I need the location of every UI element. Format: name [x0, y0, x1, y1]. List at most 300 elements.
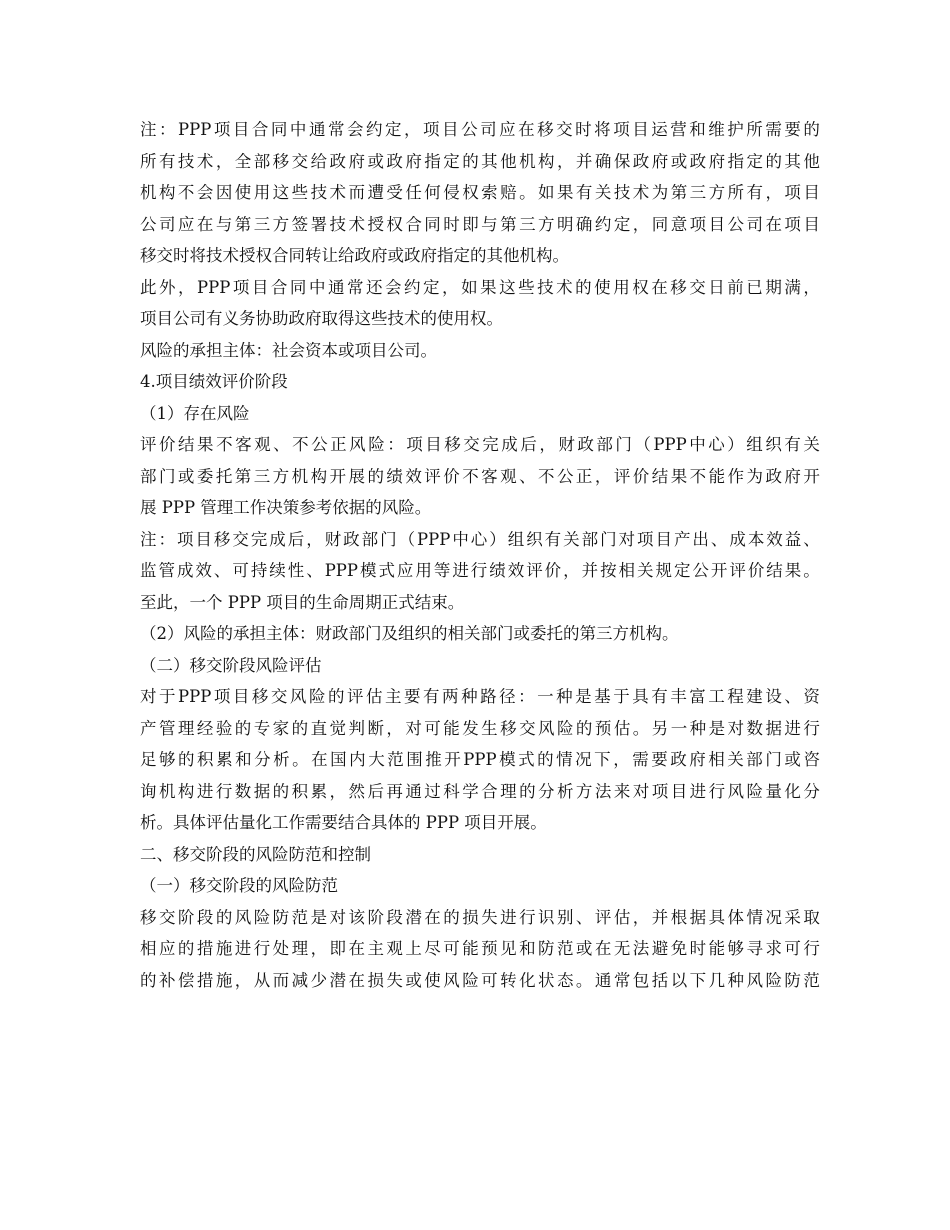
text-glyph: 部: [253, 151, 271, 171]
text-glyph: 并: [651, 907, 669, 927]
text-glyph: 技: [177, 151, 195, 171]
text-glyph: ，: [386, 718, 403, 738]
text-glyph: 果: [556, 183, 574, 202]
text-glyph: 大: [368, 750, 385, 769]
text-glyph: 补: [158, 970, 176, 990]
text-glyph: 项: [689, 214, 707, 234]
paragraph-line: [140, 177, 820, 209]
text-glyph: 并: [581, 561, 599, 580]
text-glyph: 要: [404, 687, 421, 706]
text-glyph: 失: [386, 970, 403, 990]
text-glyph: 政: [329, 151, 347, 171]
text-glyph: 积: [197, 750, 214, 769]
text-glyph: 术: [348, 214, 365, 234]
text-glyph: 目: [232, 687, 250, 706]
text-glyph: 取: [803, 907, 820, 927]
text-glyph: 技: [310, 183, 328, 202]
paragraph-line: 展 PPP 管理工作决策参考依据的风险。: [140, 498, 432, 517]
text-glyph: 公: [311, 435, 328, 454]
text-glyph: 关: [727, 750, 744, 769]
text-glyph: 在: [594, 939, 612, 958]
text-glyph: 规: [655, 561, 672, 580]
text-glyph: ，: [234, 970, 252, 990]
text-glyph: 中: [289, 120, 307, 139]
text-glyph: 将: [594, 120, 611, 139]
text-glyph: 行: [708, 781, 726, 801]
text-glyph: 交: [519, 718, 536, 738]
paragraph-line: [140, 524, 820, 556]
text-glyph: 关: [563, 529, 580, 549]
text-glyph: 府: [784, 466, 801, 486]
text-glyph: 询: [140, 781, 157, 801]
text-glyph: 正: [575, 466, 593, 486]
text-glyph: 意: [670, 214, 688, 234]
text-glyph: 免: [670, 939, 688, 958]
text-glyph: 移: [537, 120, 554, 139]
text-glyph: 移: [444, 435, 461, 454]
text-glyph: 政: [386, 151, 403, 171]
text-glyph: 方: [272, 214, 290, 234]
text-glyph: 监: [140, 561, 157, 580]
text-glyph: 进: [500, 907, 517, 927]
text-glyph: 有: [784, 435, 801, 454]
text-glyph: 在: [311, 750, 328, 769]
text-glyph: 风: [443, 970, 460, 990]
text-glyph: 、: [273, 435, 290, 454]
text-glyph: 权: [632, 277, 649, 297]
text-glyph: 其: [784, 151, 801, 171]
text-glyph: 的: [462, 151, 479, 171]
text-glyph: 效: [405, 466, 422, 486]
text-glyph: 中: [689, 435, 706, 454]
text-glyph: 三: [253, 214, 271, 234]
text-glyph: PPP: [463, 750, 497, 769]
text-glyph: 对: [618, 529, 636, 549]
text-glyph: 、: [710, 529, 728, 549]
subsection-heading: （二）移交阶段风险评估: [140, 655, 322, 675]
text-glyph: 下: [689, 970, 707, 990]
text-glyph: 门: [765, 750, 782, 769]
text-glyph: 和: [689, 120, 706, 139]
text-glyph: 目: [442, 120, 459, 139]
text-glyph: 于: [159, 687, 176, 706]
text-glyph: 够: [159, 750, 176, 769]
text-glyph: 寻: [746, 939, 763, 958]
text-glyph: 险: [253, 907, 271, 927]
text-glyph: 范: [556, 939, 574, 958]
text-glyph: 评: [729, 561, 746, 580]
text-glyph: 确: [575, 214, 593, 234]
text-glyph: 交: [463, 435, 480, 454]
text-glyph: 效: [507, 561, 525, 580]
text-glyph: 法: [594, 781, 612, 801]
text-glyph: 在: [765, 214, 782, 234]
text-glyph: 估: [613, 907, 631, 927]
text-glyph: 防: [272, 907, 290, 927]
text-glyph: 即: [329, 939, 347, 958]
text-glyph: 判: [348, 718, 365, 738]
text-glyph: 况: [575, 750, 592, 769]
text-glyph: 预: [481, 939, 498, 958]
text-glyph: 发: [462, 718, 479, 738]
text-glyph: ：: [387, 435, 404, 454]
text-glyph: 评: [140, 435, 157, 454]
text-glyph: 府: [708, 151, 726, 171]
paragraph-line: [140, 272, 820, 304]
text-glyph: 评: [594, 907, 612, 927]
text-glyph: 开: [710, 561, 728, 580]
text-glyph: 再: [386, 781, 403, 801]
text-glyph: 是: [708, 718, 726, 738]
text-glyph: 或: [670, 151, 688, 171]
text-glyph: 有: [544, 529, 562, 549]
text-glyph: ：: [158, 529, 175, 549]
text-glyph: 价: [159, 435, 176, 454]
text-glyph: 价: [544, 561, 562, 580]
text-glyph: 防: [538, 939, 555, 958]
text-glyph: 评: [346, 687, 364, 706]
text-glyph: 政: [765, 466, 782, 486]
text-glyph: 方: [538, 214, 555, 234]
text-glyph: 一: [537, 687, 554, 706]
text-glyph: 从: [253, 970, 271, 990]
text-glyph: 应: [499, 120, 516, 139]
text-glyph: 部: [361, 529, 379, 549]
text-glyph: 析: [556, 781, 574, 801]
text-glyph: 化: [784, 781, 801, 801]
text-glyph: 模: [499, 750, 516, 769]
text-glyph: 产: [140, 718, 157, 738]
text-glyph: 权: [386, 214, 403, 234]
text-glyph: 为: [651, 183, 669, 202]
text-glyph: 阶: [177, 907, 195, 927]
text-glyph: 生: [481, 718, 498, 738]
text-glyph: 累: [310, 781, 328, 801]
text-glyph: 的: [234, 718, 252, 738]
text-glyph: 过: [424, 781, 441, 801]
text-glyph: 第: [234, 214, 252, 234]
text-glyph: 构: [158, 183, 176, 202]
text-glyph: 能: [708, 939, 726, 958]
text-glyph: 。: [803, 561, 820, 580]
text-glyph: 续: [269, 561, 286, 580]
text-glyph: 应: [177, 214, 195, 234]
text-glyph: 已: [746, 277, 763, 297]
text-glyph: 如: [538, 183, 555, 202]
text-glyph: 风: [746, 970, 763, 990]
text-glyph: ，: [329, 781, 347, 801]
text-glyph: 结: [178, 435, 195, 454]
text-glyph: 根: [670, 907, 688, 927]
text-glyph: 况: [765, 907, 782, 927]
text-glyph: 定: [613, 214, 631, 234]
text-glyph: 移: [272, 151, 290, 171]
text-glyph: 这: [499, 277, 516, 297]
text-glyph: 和: [235, 750, 252, 769]
text-glyph: 要: [784, 120, 801, 139]
text-glyph: 要: [651, 750, 668, 769]
text-glyph: 可: [424, 718, 441, 738]
text-glyph: 签: [291, 214, 309, 234]
text-glyph: ，: [563, 561, 580, 580]
text-glyph: ，: [803, 277, 820, 297]
text-glyph: ，: [556, 151, 574, 171]
text-glyph: 能: [462, 939, 479, 958]
text-glyph: 不: [177, 183, 195, 202]
text-glyph: 第: [670, 183, 688, 202]
text-glyph: PPP: [324, 561, 358, 580]
text-glyph: （: [398, 529, 416, 549]
text-glyph: 来: [613, 781, 631, 801]
text-glyph: 和: [519, 939, 536, 958]
text-glyph: 合: [251, 120, 269, 139]
text-glyph: 所: [727, 183, 745, 202]
text-glyph: 所: [140, 151, 157, 171]
text-glyph: 交: [232, 529, 249, 549]
text-glyph: 直: [310, 718, 328, 738]
text-glyph: 潜: [405, 907, 422, 927]
paragraph-line: [140, 776, 820, 808]
text-glyph: 理: [177, 718, 195, 738]
text-glyph: 组: [507, 529, 525, 549]
text-glyph: 的: [367, 466, 384, 486]
text-glyph: 交: [270, 687, 288, 706]
text-glyph: 开: [803, 466, 820, 486]
text-glyph: 目: [195, 529, 212, 549]
text-glyph: 、: [213, 561, 231, 580]
text-glyph: 在: [518, 120, 535, 139]
paragraph-line: [140, 681, 820, 713]
text-glyph: 观: [386, 939, 403, 958]
text-glyph: 理: [291, 939, 309, 958]
text-glyph: 估: [365, 687, 383, 706]
text-glyph: 会: [346, 120, 364, 139]
text-glyph: 行: [215, 781, 233, 801]
text-glyph: 行: [253, 939, 271, 958]
text-glyph: 可: [443, 939, 460, 958]
text-glyph: 不: [689, 466, 707, 486]
text-glyph: 署: [310, 214, 328, 234]
text-glyph: 不: [292, 435, 309, 454]
text-glyph: 因: [215, 183, 233, 202]
text-glyph: 些: [518, 277, 535, 297]
text-glyph: 预: [594, 718, 612, 738]
text-glyph: 法: [632, 939, 650, 958]
text-glyph: 在: [424, 907, 441, 927]
text-glyph: 定: [443, 151, 460, 171]
text-glyph: 或: [784, 750, 801, 769]
text-glyph: 持: [250, 561, 268, 580]
text-glyph: 织: [765, 435, 782, 454]
text-glyph: 设: [765, 687, 782, 706]
text-glyph: 具: [632, 687, 649, 706]
paragraph-line: 析。具体评估量化工作需要结合具体的 PPP 项目开展。: [140, 813, 547, 832]
text-glyph: 部: [596, 435, 613, 454]
text-glyph: 模: [359, 561, 377, 580]
text-glyph: 合: [270, 277, 288, 297]
text-glyph: 几: [708, 970, 726, 990]
text-glyph: 项: [213, 687, 231, 706]
paragraph-line: [140, 744, 820, 776]
text-glyph: 的: [327, 687, 345, 706]
text-glyph: 时: [443, 214, 460, 234]
text-glyph: 构: [310, 466, 328, 486]
text-glyph: 还: [365, 277, 383, 297]
text-glyph: 通: [308, 120, 326, 139]
text-glyph: 有: [651, 687, 668, 706]
text-glyph: 后: [520, 435, 537, 454]
text-glyph: 能: [443, 718, 460, 738]
text-glyph: 采: [784, 907, 801, 927]
text-glyph: 技: [329, 214, 347, 234]
text-glyph: 绩: [489, 561, 506, 580]
text-glyph: 风: [538, 718, 555, 738]
text-glyph: 会: [385, 277, 402, 297]
text-glyph: 开: [329, 466, 347, 486]
text-glyph: 在: [348, 970, 365, 990]
text-glyph: 通: [327, 277, 345, 297]
text-glyph: 同: [289, 277, 307, 297]
text-glyph: 注: [140, 529, 157, 549]
text-glyph: 即: [462, 214, 479, 234]
text-glyph: 是: [310, 907, 328, 927]
text-glyph: 两: [442, 687, 459, 706]
text-glyph: ，: [306, 529, 323, 549]
text-glyph: 学: [462, 781, 479, 801]
text-glyph: 应: [396, 561, 414, 580]
text-glyph: 进: [784, 718, 801, 738]
text-glyph: 无: [613, 939, 631, 958]
text-glyph: 的: [575, 277, 592, 297]
text-glyph: 效: [195, 561, 212, 580]
text-glyph: 合: [405, 214, 422, 234]
text-glyph: 家: [272, 718, 290, 738]
text-glyph: 府: [405, 151, 422, 171]
text-glyph: 对: [632, 781, 650, 801]
text-glyph: 注: [140, 120, 157, 139]
text-glyph: 结: [766, 561, 783, 580]
text-glyph: 等: [433, 561, 451, 580]
text-glyph: 范: [387, 750, 404, 769]
text-glyph: 按: [600, 561, 617, 580]
text-glyph: 主: [367, 939, 384, 958]
text-glyph: 为: [746, 466, 763, 486]
text-glyph: 险: [765, 970, 782, 990]
text-glyph: 如: [461, 277, 478, 297]
text-glyph: 分: [538, 781, 555, 801]
text-glyph: 识: [538, 907, 555, 927]
text-glyph: 的: [519, 781, 536, 801]
text-glyph: 行: [803, 718, 820, 738]
text-glyph: 政: [632, 151, 650, 171]
text-glyph: 构: [177, 781, 195, 801]
text-glyph: 前: [727, 277, 744, 297]
text-glyph: 移: [251, 687, 269, 706]
text-glyph: 减: [291, 970, 309, 990]
text-glyph: 、: [575, 907, 593, 927]
text-glyph: 组: [746, 435, 763, 454]
text-glyph: 同: [424, 214, 441, 234]
text-glyph: 托: [215, 466, 233, 486]
text-glyph: 保: [613, 151, 631, 171]
text-glyph: 行: [519, 907, 536, 927]
text-glyph: 性: [287, 561, 305, 580]
text-glyph: PPP: [178, 120, 212, 139]
text-glyph: 公: [727, 214, 745, 234]
text-glyph: 交: [291, 151, 309, 171]
text-glyph: 式: [378, 561, 395, 580]
text-glyph: 险: [308, 687, 326, 706]
text-glyph: 后: [287, 529, 305, 549]
text-glyph: 关: [803, 435, 820, 454]
text-glyph: 目: [232, 120, 250, 139]
text-glyph: 国: [330, 750, 347, 769]
text-glyph: 术: [329, 183, 347, 202]
text-glyph: 丰: [670, 687, 687, 706]
text-glyph: 可: [232, 561, 249, 580]
text-glyph: 富: [689, 687, 706, 706]
text-glyph: 。: [632, 718, 650, 738]
text-glyph: 项: [406, 435, 423, 454]
text-glyph: 累: [216, 750, 233, 769]
text-glyph: 段: [196, 907, 214, 927]
text-glyph: 明: [556, 214, 574, 234]
text-glyph: 工: [708, 687, 725, 706]
text-glyph: 方: [708, 183, 726, 202]
text-glyph: 评: [526, 561, 543, 580]
text-glyph: 果: [197, 435, 214, 454]
text-glyph: 评: [424, 466, 441, 486]
text-glyph: 术: [632, 183, 650, 202]
text-glyph: 作: [727, 466, 745, 486]
text-glyph: 别: [556, 907, 574, 927]
text-glyph: 移: [140, 907, 157, 927]
text-glyph: 完: [250, 529, 268, 549]
text-glyph: 有: [575, 183, 593, 202]
text-glyph: ，: [404, 120, 421, 139]
text-glyph: 成: [729, 529, 746, 549]
text-glyph: 险: [462, 970, 479, 990]
text-glyph: 价: [747, 561, 765, 580]
text-glyph: 移: [500, 718, 517, 738]
text-glyph: 完: [482, 435, 499, 454]
text-glyph: 然: [348, 781, 365, 801]
text-glyph: 有: [423, 687, 440, 706]
text-glyph: 险: [556, 718, 574, 738]
text-glyph: 约: [365, 120, 383, 139]
text-glyph: 门: [158, 466, 176, 486]
text-glyph: 目: [708, 214, 726, 234]
text-glyph: ：: [518, 687, 535, 706]
text-glyph: ）: [727, 435, 744, 454]
text-glyph: 机: [158, 781, 176, 801]
text-glyph: 种: [689, 718, 707, 738]
text-glyph: 目: [632, 120, 649, 139]
text-glyph: 常: [613, 970, 631, 990]
text-glyph: 在: [651, 277, 668, 297]
text-glyph: 项: [651, 781, 669, 801]
text-glyph: 与: [481, 214, 498, 234]
text-glyph: 咨: [803, 750, 820, 769]
text-glyph: 相: [140, 939, 157, 958]
text-glyph: 客: [235, 435, 252, 454]
text-glyph: 项: [613, 120, 630, 139]
text-glyph: 估: [613, 718, 631, 738]
text-glyph: ：: [159, 120, 176, 139]
text-glyph: 政: [689, 151, 707, 171]
text-glyph: 另: [651, 718, 669, 738]
text-glyph: 潜: [329, 970, 347, 990]
